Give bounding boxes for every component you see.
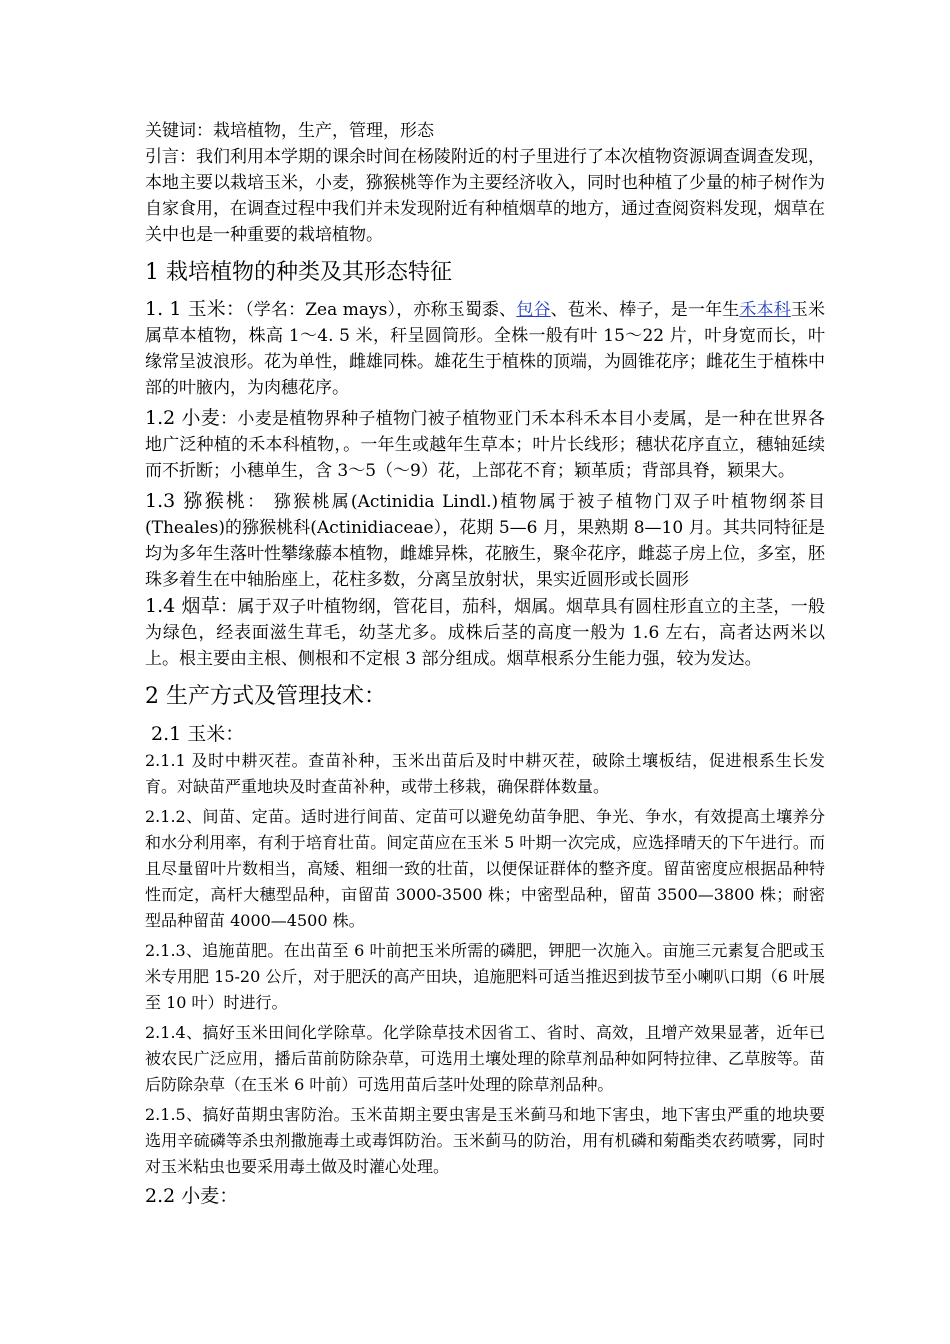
maize-text-a: （学名：Zea mays），亦称玉蜀黍、 (245, 300, 517, 320)
maize-subheading: 2.1 玉米： (145, 723, 245, 745)
maize-text-c: 玉米属草本植物，株高 1～4. 5 米，秆呈圆筒形。全株一般有叶 15～22 片，叶身宽而长，叶缘常呈波浪形。花为单性，雌雄同株。雄花生于植株的顶端，为圆锥花序；雌花生于植株中部的叶腋内，为肉穗花序。 (145, 300, 826, 398)
maize-item-5: 2.1.5、搞好苗期虫害防治。玉米苗期主要虫害是玉米蓟马和地下害虫，地下害虫严重的地块要选用辛硫磷等杀虫剂撒施毒土或毒饵防治。玉米蓟马的防治，用有机磷和菊酯类农药喷雾，同时对玉米粘虫也要采用毒土做及时灌心处理。 (145, 1105, 825, 1176)
kiwi-lead: 1.3 猕猴桃 (145, 490, 248, 512)
maize-item-1: 2.1.1 及时中耕灭茬。查苗补种，玉米出苗后及时中耕灭茬，破除土壤板结，促进根系生长发育。对缺苗严重地块及时查苗补种，或带土移栽，确保群体数量。 (145, 751, 825, 796)
hebenke-link[interactable]: 禾本科 (739, 300, 791, 320)
maize-item-4: 2.1.4、搞好玉米田间化学除草。化学除草技术因省工、省时、高效，且增产效果显著，近年已被农民广泛应用，播后苗前防除杂草，可选用土壤处理的除草剂品种如阿特拉律、乙草胺等。苗后防除杂草（在玉米 6 叶前）可选用苗后茎叶处理的除草剂品种。 (145, 1023, 825, 1094)
maize-item-2: 2.1.2、间苗、定苗。适时进行间苗、定苗可以避免幼苗争肥、争光、争水，有效提高土壤养分和水分利用率，有利于培育壮苗。间定苗应在玉米 5 叶期一次完成，应选择晴天的下午进行。而且尽量留叶片数相当，高矮、粗细一致的壮苗，以便保证群体的整齐度。留苗密度应根据品种特性而定，高杆大穗型品种，亩留苗 3000-3500 株；中密型品种，留苗 3500—3800 株；耐密型品种留苗 4000—4500 株。 (145, 807, 825, 930)
maize-text-b: 、苞米、棒子，是一年生 (550, 300, 740, 320)
intro-paragraph: 引言：我们利用本学期的课余时间在杨陵附近的村子里进行了本次植物资源调查调查发现，本地主要以栽培玉米，小麦，猕猴桃等作为主要经济收入，同时也种植了少量的柿子树作为自家食用，在调查过程中我们并未发现附近有种植烟草的地方，通过查阅资料发现，烟草在关中也是一种重要的栽培植物。 (145, 147, 825, 245)
maize-lead: 1. 1 玉米： (145, 298, 246, 320)
kiwi-text: ： 猕猴桃属(Actinidia Lindl.)植物属于被子植物门双子叶植物纲茶目(Theales)的猕猴桃科(Actinidiaceae），花期 5—6 月，果熟期 8—10 月。其共同特征是均为多年生落叶性攀缘藤本植物，雌雄异株，花腋生，聚伞花序，雌蕊子房上位，多室，胚珠多着生在中轴胎座上，花柱多数，分离呈放射状，果实近圆形或长圆形 (145, 492, 825, 590)
maize-description (145, 296, 825, 401)
maize-item-3: 2.1.3、追施苗肥。在出苗至 6 叶前把玉米所需的磷肥，钾肥一次施入。亩施三元素复合肥或玉米专用肥 15-20 公斤，对于肥沃的高产田块，追施肥料可适当推迟到拔节至小喇叭口期（6 叶展至 10 叶）时进行。 (145, 941, 825, 1012)
section-1-heading: 1 栽培植物的种类及其形态特征 (145, 260, 452, 285)
wheat-text: ：小麦是植物界种子植物门被子植物亚门禾本科禾本目小麦属，是一种在世界各地广泛种植的禾本科植物，。一年生或越年生草本；叶片长线形；穗状花序直立，穗轴延续而不折断；小穗单生，含 3～5（～9）花，上部花不育；颖革质；背部具脊，颖果大。 (145, 409, 826, 481)
wheat-subheading: 2.2 小麦： (145, 1185, 239, 1207)
keywords: 关键词：栽培植物，生产，管理，形态 (145, 121, 434, 141)
tobacco-text: ：属于双子叶植物纲，管花目，茄科，烟属。烟草具有圆柱形直立的主茎，一般为绿色，经表面滋生茸毛，幼茎尤多。成株后茎的高度一般为 1.6 左右，高者达两米以上。根主要由主根、侧根和不定根 3 部分组成。烟草根系分生能力强，较为发达。 (145, 597, 826, 669)
wheat-description (145, 405, 825, 484)
baogu-link[interactable]: 包谷 (516, 300, 551, 320)
tobacco-lead: 1.4 烟草 (145, 595, 221, 617)
section-2-heading: 2 生产方式及管理技术： (145, 684, 386, 709)
wheat-lead: 1.2 小麦 (145, 407, 221, 429)
tobacco-description (145, 593, 825, 672)
kiwi-description (145, 488, 825, 593)
document-page (145, 118, 825, 1210)
